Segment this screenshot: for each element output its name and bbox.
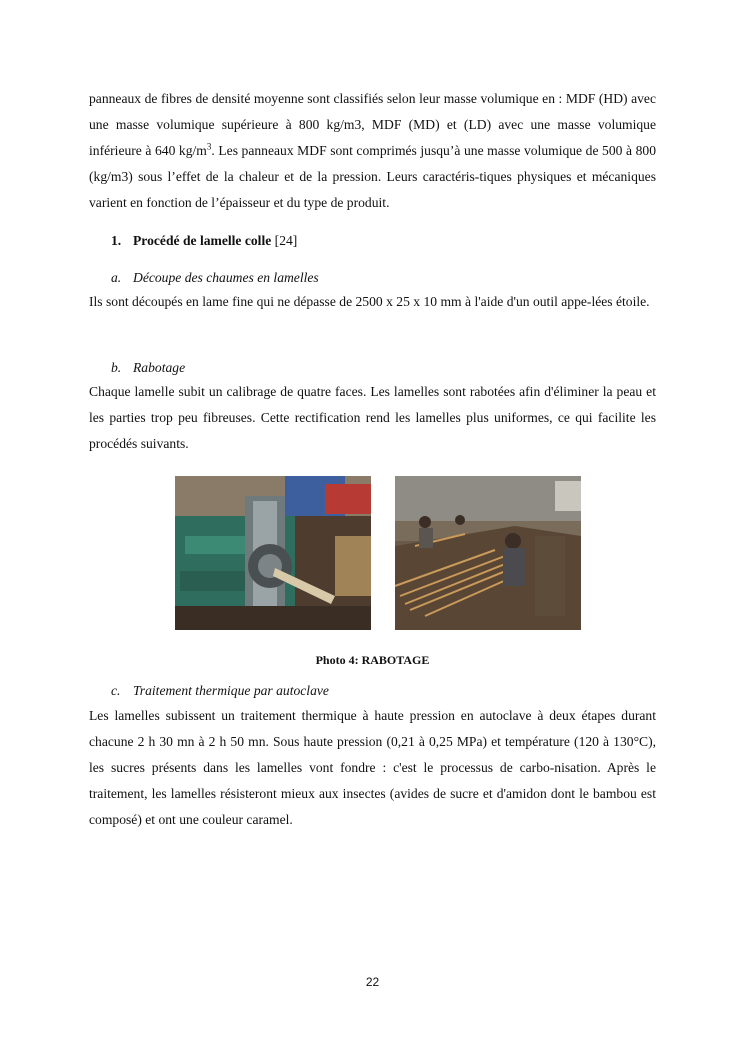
subsection-b-title: Rabotage [133, 360, 186, 375]
subsection-c-letter: c. [111, 683, 121, 698]
subsection-a-heading [111, 268, 319, 288]
section-number: 1. [111, 233, 122, 248]
decoupe-paragraph: Ils sont découpés en lame fine qui ne dépasse de 2500 x 25 x 10 mm à l'aide d'un outil appe-lées étoile. [89, 294, 650, 309]
intro-text-2: . Les panneaux MDF sont comprimés jusqu’à une masse volumique de 500 à 800 (kg/m3) sous l’effet de la chaleur et de la pression. Leurs caractéris-tiques physiques et mécaniques varient en fonction de l’épaisseur et du type de produit. [89, 143, 656, 210]
intro-text-1: panneaux de fibres de densité moyenne sont classifiés selon leur masse volumique en : MDF (HD) avec une masse volumique supérieure à 800 kg/m3, MDF (MD) et (LD) avec une masse volumique inférieure à 640 kg/m [89, 91, 656, 158]
section-reference: [24] [271, 233, 298, 248]
subsection-c-title: Traitement thermique par autoclave [133, 683, 329, 698]
photo-workshop [395, 476, 581, 630]
subsection-b-letter: b. [111, 360, 122, 375]
subsection-a-title: Découpe des chaumes en lamelles [133, 270, 319, 285]
subsection-a-letter: a. [111, 270, 122, 285]
section-title: Procédé de lamelle colle [133, 233, 272, 248]
subsection-b-heading [111, 358, 185, 378]
traitement-paragraph: Les lamelles subissent un traitement thermique à haute pression en autoclave à deux étapes durant chacune 2 h 30 mn à 2 h 50 mn. Sous haute pression (0,21 à 0,25 MPa) et température (120 à 130°C), les sucres présents dans les lamelles vont fondre : c'est le processus de carbo-nisation. Après le traitement, les lamelles résisteront mieux aux insectes (avides de sucre et d'amidon dont le bambou est composé) et ont une couleur caramel. [89, 708, 656, 827]
superscript-3: 3 [206, 141, 212, 152]
photo-planing-machine [175, 476, 371, 630]
section-heading [111, 231, 297, 251]
page-number: 22 [365, 975, 380, 989]
intro-paragraph [89, 86, 656, 216]
figure-caption: Photo 4: RABOTAGE [315, 653, 430, 667]
rabotage-paragraph: Chaque lamelle subit un calibrage de quatre faces. Les lamelles sont rabotées afin d'éliminer la peau et les parties trop peu fibreuses. Cette rectification rend les lamelles plus uniformes, ce qui facilite les procédés suivants. [89, 384, 656, 451]
subsection-c-heading [111, 681, 329, 701]
